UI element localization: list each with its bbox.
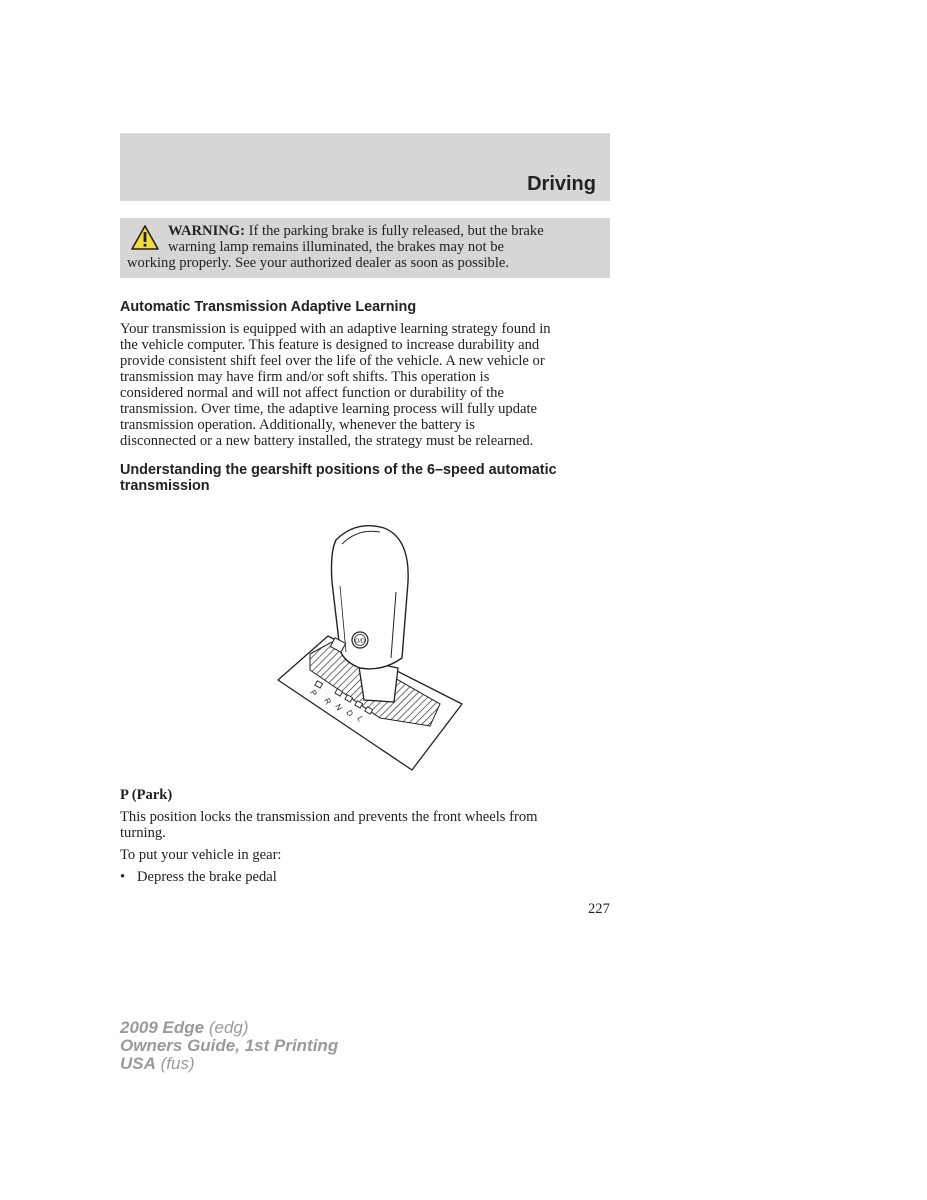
gear-intro-text: To put your vehicle in gear:: [120, 847, 282, 863]
gear-position-d: D: [344, 708, 355, 719]
bullet-text: Depress the brake pedal: [137, 869, 277, 885]
gearshift-heading-line-1: Understanding the gearshift positions of the 6–speed automatic: [120, 462, 557, 478]
warning-text: [127, 223, 603, 271]
gear-position-p: P: [308, 688, 319, 698]
bullet-item: [120, 869, 277, 885]
paragraph-line: transmission operation. Additionally, whenever the battery is: [120, 417, 475, 433]
footer-model-code: (edg): [204, 1018, 249, 1037]
od-button-label: O/D: [355, 638, 365, 645]
section-header-band: [120, 133, 610, 201]
warning-line-3: working properly. See your authorized dealer as soon as possible.: [127, 255, 510, 271]
page-number: 227: [588, 901, 610, 917]
bullet-dot: •: [120, 869, 126, 885]
paragraph-line: Your transmission is equipped with an adaptive learning strategy found in: [120, 321, 551, 337]
paragraph-line: provide consistent shift feel over the life of the vehicle. A new vehicle or: [120, 353, 545, 369]
warning-line-2: warning lamp remains illuminated, the brakes may not be: [168, 239, 504, 255]
gear-position-l: L: [355, 714, 366, 723]
warning-line-1: If the parking brake is fully released, but the brake: [245, 223, 544, 239]
gear-position-n: N: [333, 702, 344, 713]
footer-model: 2009 Edge: [120, 1018, 205, 1037]
adaptive-learning-paragraph: [120, 321, 614, 449]
gearshift-illustration: [270, 522, 470, 774]
park-line-2: turning.: [120, 825, 166, 841]
od-button: [352, 632, 368, 648]
warning-label: WARNING:: [168, 223, 246, 239]
footer-region-code: (fus): [155, 1054, 195, 1073]
paragraph-line: transmission may have firm and/or soft shifts. This operation is: [120, 369, 490, 385]
paragraph-line: disconnected or a new battery installed, the strategy must be relearned.: [120, 433, 534, 449]
gearshift-heading-line-2: transmission: [120, 478, 210, 494]
warning-box: [120, 218, 610, 278]
footer-print-info: [120, 1019, 338, 1073]
park-line-1: This position locks the transmission and prevents the front wheels from: [120, 809, 538, 825]
park-heading: P (Park): [120, 787, 173, 803]
paragraph-line: transmission. Over time, the adaptive learning process will fully update: [120, 401, 538, 417]
paragraph-line: the vehicle computer. This feature is designed to increase durability and: [120, 337, 540, 353]
section-title: Driving: [527, 173, 596, 195]
footer-region: USA: [120, 1054, 156, 1073]
gearshift-heading: [120, 462, 610, 494]
park-paragraph: [120, 809, 614, 841]
adaptive-learning-heading: Automatic Transmission Adaptive Learning: [120, 299, 417, 315]
paragraph-line: considered normal and will not affect function or durability of the: [120, 385, 504, 401]
gear-position-r: R: [322, 696, 333, 707]
footer-guide: Owners Guide, 1st Printing: [120, 1036, 339, 1055]
